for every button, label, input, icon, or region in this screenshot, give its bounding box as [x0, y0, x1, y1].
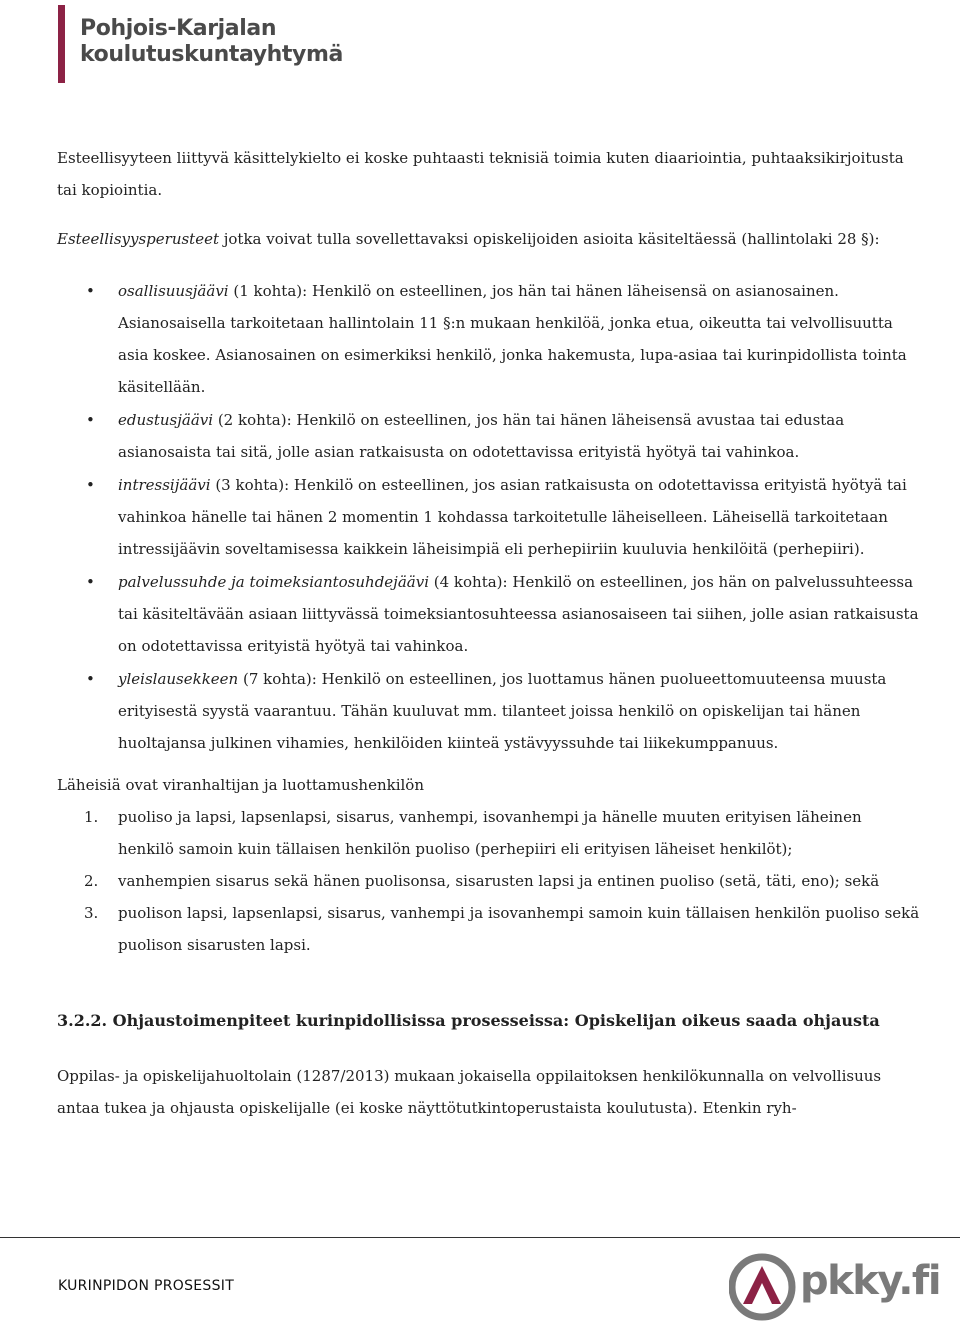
footer-title: KURINPIDON PROSESSIT: [58, 1278, 235, 1294]
list-item: [57, 663, 922, 759]
list-item-text: (1 kohta): Henkilö on esteellinen, jos hän tai hänen läheisensä on asianosainen. Asianosaisella tarkoitetaan hallintolain 11 §:n mukaan henkilöä, jonka etua, oikeutta tai velvollisuutta asia koskee. Asianosainen on esimerkiksi henkilö, jonka hakemusta, lupa-asiaa tai kurinpidollista tointa käsitellään.: [118, 282, 907, 396]
numbered-item: [57, 801, 922, 865]
list-item: [57, 469, 922, 565]
organization-logo-text: [80, 16, 343, 68]
list-item-term: osallisuusjäävi: [118, 282, 229, 300]
item-number: 1.: [84, 808, 99, 826]
paragraph-guidance: Oppilas- ja opiskelijahuoltolain (1287/2013) mukaan jokaisella oppilaitoksen henkilökunnalla on velvollisuus antaa tukea ja ohjausta opiskelijalle (ei koske näyttötutkintoperustaista koulutusta). Etenkin ryh-: [57, 1067, 882, 1117]
header-accent-bar: [58, 5, 65, 83]
list-item-text: (4 kohta): Henkilö on esteellinen, jos hän on palvelussuhteessa tai käsiteltävään asiaan liittyvässä toimeksiantosuhteessa asianosaiseen tai siihen, jolle asian ratkaisusta on odotettavissa erityistä hyötyä tai vahinkoa.: [118, 573, 919, 655]
org-name-line1: Pohjois-Karjalan: [80, 16, 277, 41]
footer-divider: [0, 1237, 960, 1238]
list-item-text: (2 kohta): Henkilö on esteellinen, jos hän tai hänen läheisensä avustaa tai edustaa asianosaista tai sitä, jolle asian ratkaisusta on odotettavissa erityistä hyötyä tai vahinkoa.: [118, 411, 845, 461]
list-item-text: (7 kohta): Henkilö on esteellinen, jos luottamus hänen puolueettomuuteensa muusta erityisestä syystä vaarantuu. Tähän kuuluvat mm. tilanteet joissa henkilö on opiskelijan tai hänen huoltajansa julkinen vihamies, henkilöiden kiinteä ystävyyssuhde tai liikekumppanuus.: [118, 670, 887, 752]
paragraph-disqualification-grounds: [57, 223, 922, 255]
list-item: [57, 566, 922, 662]
relatives-list: [57, 801, 922, 961]
disqualification-list: [57, 275, 922, 759]
item-number: 2.: [84, 872, 99, 890]
item-text: vanhempien sisarus sekä hänen puolisonsa, sisarusten lapsi ja entinen puoliso (setä, täti, eno); sekä: [118, 872, 880, 890]
relatives-intro: Läheisiä ovat viranhaltijan ja luottamushenkilön: [57, 776, 424, 794]
section-heading: 3.2.2. Ohjaustoimenpiteet kurinpidollisissa prosesseissa: Opiskelijan oikeus saada ohjausta: [57, 1011, 880, 1030]
paragraph-processing-ban: Esteellisyyteen liittyvä käsittelykielto ei koske puhtaasti teknisiä toimia kuten diaariointia, puhtaaksikirjoitusta tai kopiointia.: [57, 149, 904, 199]
list-item: [57, 404, 922, 468]
list-item-term: palvelussuhde ja toimeksiantosuhdejäävi: [118, 573, 429, 591]
list-item-term: yleislausekkeen: [118, 670, 239, 688]
document-body: [57, 142, 922, 1124]
list-item-term: edustusjäävi: [118, 411, 214, 429]
list-item-term: intressijäävi: [118, 476, 211, 494]
emphasis-term: Esteellisyysperusteet: [57, 230, 219, 248]
item-number: 3.: [84, 904, 99, 922]
logo-text: pkky.fi: [800, 1258, 941, 1304]
list-item-text: (3 kohta): Henkilö on esteellinen, jos asian ratkaisusta on odotettavissa erityistä hyötyä tai vahinkoa hänelle tai hänen 2 momentin 1 kohdassa tarkoitetulle läheiselleen. Läheisellä tarkoitetaan intressijäävin soveltamisessa kaikkein läheisimpiä eli perhepiiriin kuuluvia henkilöitä (perhepiiri).: [118, 476, 907, 558]
item-text: puolison lapsi, lapsenlapsi, sisarus, vanhempi ja isovanhempi samoin kuin tällaisen henkilön puoliso sekä puolison sisarusten lapsi.: [118, 904, 920, 954]
org-name-line2: koulutuskuntayhtymä: [80, 42, 343, 67]
numbered-item: [57, 897, 922, 961]
list-item: [57, 275, 922, 403]
item-text: puoliso ja lapsi, lapsenlapsi, sisarus, vanhempi, isovanhempi ja hänelle muuten erityisen läheinen henkilö samoin kuin tällaisen henkilön puoliso (perhepiiri eli erityisen läheiset henkilöt);: [118, 808, 862, 858]
numbered-item: [57, 865, 922, 897]
paragraph-text: jotka voivat tulla sovellettavaksi opiskelijoiden asioita käsiteltäessä (hallintolaki 28 §):: [218, 230, 880, 248]
